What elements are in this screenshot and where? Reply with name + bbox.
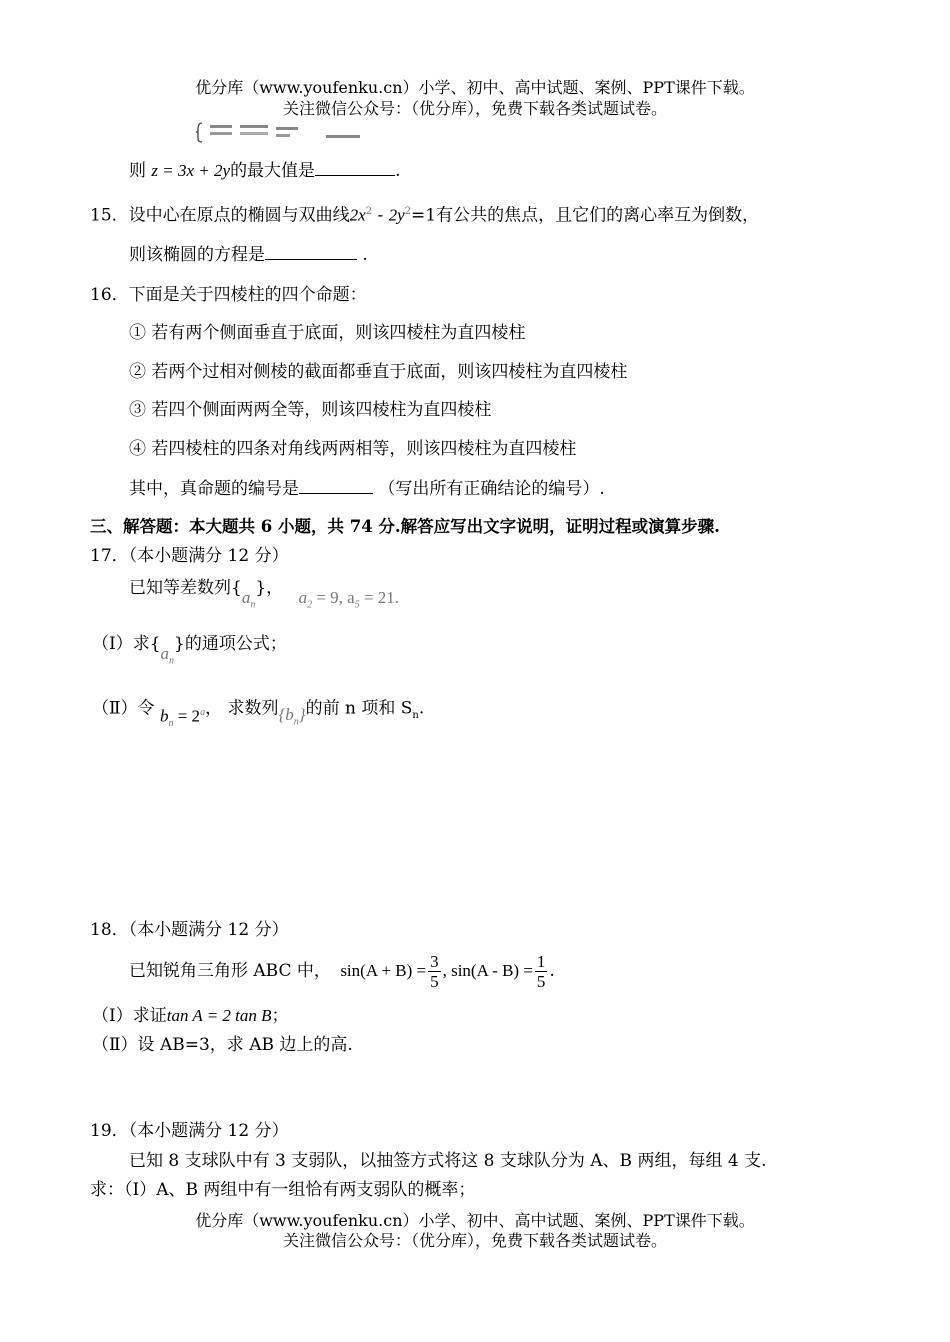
fraction-1-5: $\frac{1}{5}$ — [536, 952, 546, 991]
cropped-equation-fragment — [196, 121, 366, 143]
q16-item: ① 若有两个侧面垂直于底面，则该四棱柱为直四棱柱 — [129, 323, 526, 343]
q18-header: 18．（本小题满分 12 分） — [90, 920, 289, 940]
header-line-1: 优分库（www.youfenku.cn）小学、初中、高中试题、案例、PPT课件下载。 — [195, 78, 755, 97]
q16-item: ② 若两个过相对侧棱的截面都垂直于底面，则该四棱柱为直四棱柱 — [129, 362, 628, 382]
footer-line-2: 关注微信公众号：（优分库），免费下载各类试题试卷。 — [282, 1231, 667, 1250]
q14-expression: z = 3x + 2y — [151, 161, 231, 180]
q17-part-1: （Ⅰ）求$\{a_n\}$的通项公式； — [92, 634, 287, 667]
q18-part-2: （Ⅱ）设 AB=3，求 AB 边上的高. — [92, 1035, 353, 1055]
q16-ask: 其中，真命题的编号是 （写出所有正确结论的编号）. — [129, 479, 605, 499]
q19-header: 19．（本小题满分 12 分） — [90, 1121, 289, 1141]
q16-answer-blank — [299, 477, 373, 494]
q17-header: 17．（本小题满分 12 分） — [90, 546, 289, 566]
header-line-2: 关注微信公众号：（优分库），免费下载各类试题试卷。 — [282, 99, 667, 118]
q18-given: 已知锐角三角形 ABC 中， sin(A + B) = $\frac{3}{5}$ , sin(A - B) = $\frac{1}{5}$ . — [129, 952, 555, 991]
q15-answer-blank — [265, 243, 357, 260]
q16-stem: 16．下面是关于四棱柱的四个命题： — [90, 285, 367, 305]
footer-line-1: 优分库（www.youfenku.cn）小学、初中、高中试题、案例、PPT课件下载。 — [195, 1211, 755, 1230]
q15-line-1: 15．设中心在原点的椭圆与双曲线$2x^2 - 2y^2=1$有公共的焦点，且它们的离心率互为倒数， — [90, 205, 760, 226]
q16-item: ④ 若四棱柱的四条对角线两两相等，则该四棱柱为直四棱柱 — [129, 439, 577, 459]
q17-part-2: （Ⅱ）令 $b_n = 2^a$， 求数列$\{b_n\}$的前 n 项和 $S_n$. — [92, 698, 425, 730]
q18-part-1: （Ⅰ）求证tan A = 2 tan B； — [92, 1006, 289, 1026]
q16-item: ③ 若四个侧面两两全等，则该四棱柱为直四棱柱 — [129, 400, 492, 420]
section-3-title: 三、解答题：本大题共 6 小题，共 74 分.解答应写出文字说明，证明过程或演算步骤. — [90, 517, 720, 536]
q15-line-2: 则该椭圆的方程是 . — [129, 245, 368, 265]
fraction-3-5: $\frac{3}{5}$ — [430, 952, 439, 991]
q17-given: 已知等差数列$\{a_n\}$， $a_2 = 9$, $a_5 = 21$. — [129, 578, 400, 611]
q19-given: 已知 8 支球队中有 3 支弱队，以抽签方式将这 8 支球队分为 A、B 两组，每组 4 支. — [129, 1151, 767, 1171]
q18-tan-expression: tan A = 2 tan B — [166, 1006, 272, 1025]
q19-ask: 求：（Ⅰ）A、B 两组中有一组恰有两支弱队的概率； — [90, 1180, 476, 1200]
q14-line: 则 z = 3x + 2y的最大值是 . — [129, 161, 401, 181]
q14-answer-blank — [315, 159, 395, 176]
